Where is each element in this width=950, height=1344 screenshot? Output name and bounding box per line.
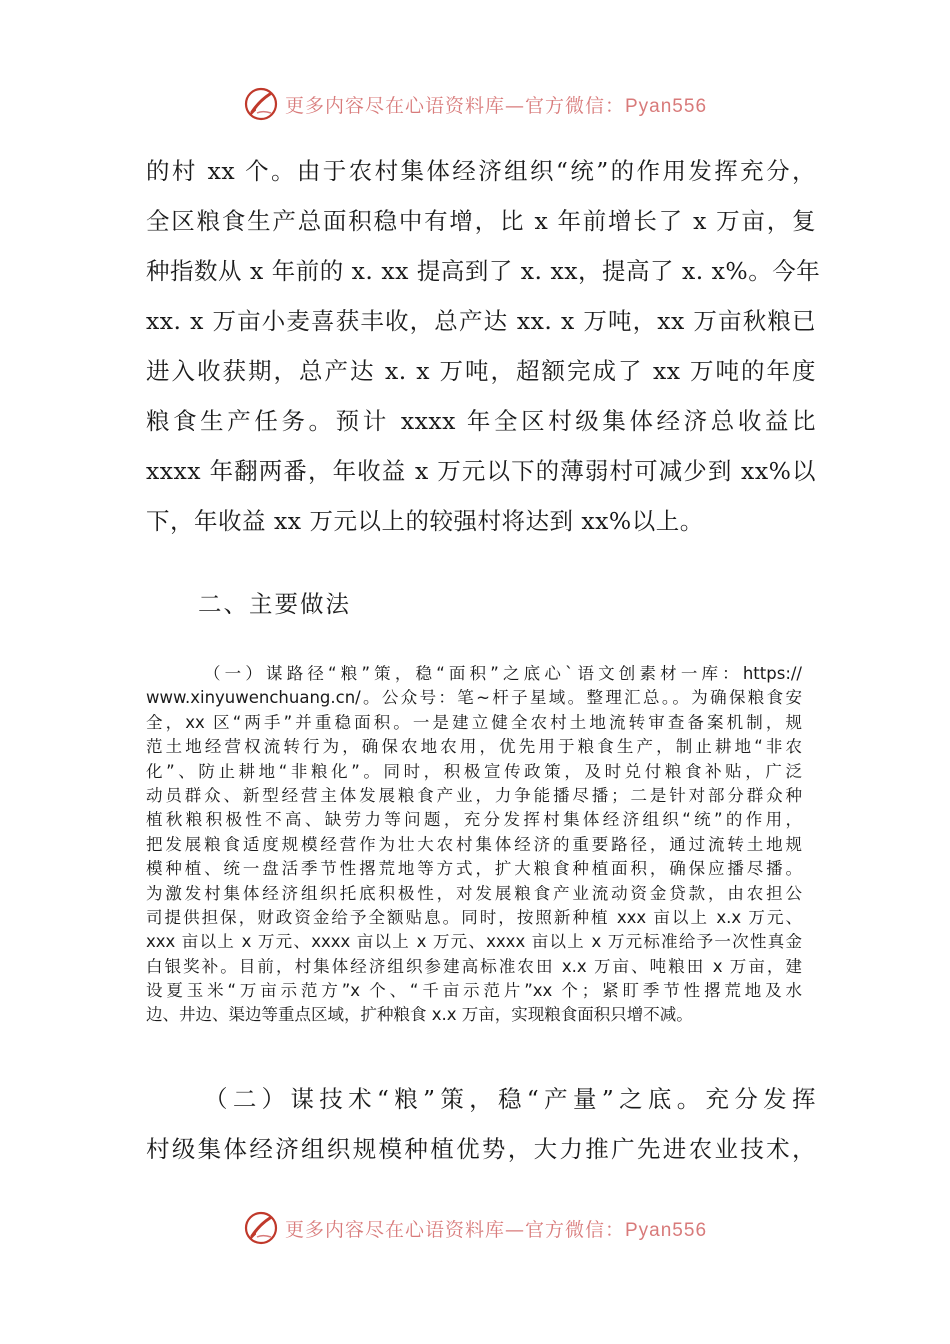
pen-logo-icon: [243, 1210, 279, 1246]
text-line: xx. x 万亩小麦喜获丰收，总产达 xx. x 万吨，xx 万亩秋粮已: [146, 307, 816, 335]
text-line: 设夏玉米“万亩示范方”x 个、“千亩示范片”xx 个；紧盯季节性撂荒地及水: [146, 981, 802, 1001]
banner-text: [285, 91, 707, 118]
text-line: 粮食生产任务。预计 xxxx 年全区村级集体经济总收益比: [146, 407, 816, 435]
paragraph-1: [146, 146, 821, 546]
banner-text-cn: 更多内容尽在心语资料库—官方微信：: [284, 94, 625, 117]
banner-text: [285, 1215, 707, 1242]
text-line: www.xinyuwenchuang.cn/。公众号：笔~杆子星域。整理汇总。。为确保粮食安: [146, 688, 802, 708]
text-line: 化”、防止耕地“非粮化”。同时，积极宣传政策，及时兑付粮食补贴，广泛: [146, 761, 802, 781]
text-line: 进入收获期，总产达 x. x 万吨，超额完成了 xx 万吨的年度: [146, 357, 816, 385]
banner-wechat-id: Pyan556: [625, 1219, 708, 1241]
text-line: 模种植、统一盘活季节性撂荒地等方式，扩大粮食种植面积，确保应播尽播。: [146, 859, 802, 879]
text-line: 村级集体经济组织规模种植优势，大力推广先进农业技术，: [146, 1135, 816, 1163]
pen-logo-icon: [243, 86, 279, 122]
text-line: 的村 xx 个。由于农村集体经济组织“统”的作用发挥充分，: [146, 157, 816, 185]
text-line: 下，年收益 xx 万元以上的较强村将达到 xx%以上。: [146, 507, 704, 535]
text-line: 边、井边、渠边等重点区域，扩种粮食 x.x 万亩，实现粮食面积只增不减。: [146, 1005, 693, 1025]
text-line: xxx 亩以上 x 万元、xxxx 亩以上 x 万元、xxxx 亩以上 x 万元标准给予一次性真金: [146, 932, 802, 952]
banner-wechat-id: Pyan556: [625, 95, 708, 117]
text-line: 白银奖补。目前，村集体经济组织参建高标准农田 x.x 万亩、吨粮田 x 万亩，建: [146, 956, 802, 976]
text-line: xxxx 年翻两番，年收益 x 万元以下的薄弱村可减少到 xx%以: [146, 457, 816, 485]
text-line: （二）谋技术“粮”策，稳“产量”之底。充分发挥: [204, 1085, 816, 1113]
footer-banner: [0, 1208, 950, 1248]
banner-text-cn: 更多内容尽在心语资料库—官方微信：: [284, 1218, 625, 1241]
section-heading: 二、主要做法: [198, 590, 351, 618]
header-banner: [0, 84, 950, 124]
text-line: 全，xx 区“两手”并重稳面积。一是建立健全农村土地流转审查备案机制，规: [146, 712, 802, 732]
text-line: 为激发村集体经济组织托底积极性，对发展粮食产业流动资金贷款，由农担公: [146, 883, 802, 903]
text-line: 植秋粮积极性不高、缺劳力等问题，充分发挥村集体经济组织“统”的作用，: [146, 810, 802, 830]
text-line: 种指数从 x 年前的 x. xx 提高到了 x. xx，提高了 x. x%。今年: [146, 257, 821, 285]
text-line: 司提供担保，财政资金给予全额贴息。同时，按照新种植 xxx 亩以上 x.x 万元、: [146, 907, 802, 927]
text-line: 动员群众、新型经营主体发展粮食产业，力争能播尽播；二是针对部分群众种: [146, 785, 802, 805]
text-line: 全区粮食生产总面积稳中有增，比 x 年前增长了 x 万亩，复: [146, 207, 816, 235]
paragraph-2: [146, 662, 802, 1028]
text-line: （一）谋路径“粮”策，稳“面积”之底心`语文创素材一库：https://: [204, 664, 802, 683]
text-line: 范土地经营权流转行为，确保农地农用，优先用于粮食生产，制止耕地“非农: [146, 737, 802, 757]
text-line: 把发展粮食适度规模经营作为壮大农村集体经济的重要路径，通过流转土地规: [146, 834, 802, 854]
paragraph-3: [146, 1074, 816, 1174]
